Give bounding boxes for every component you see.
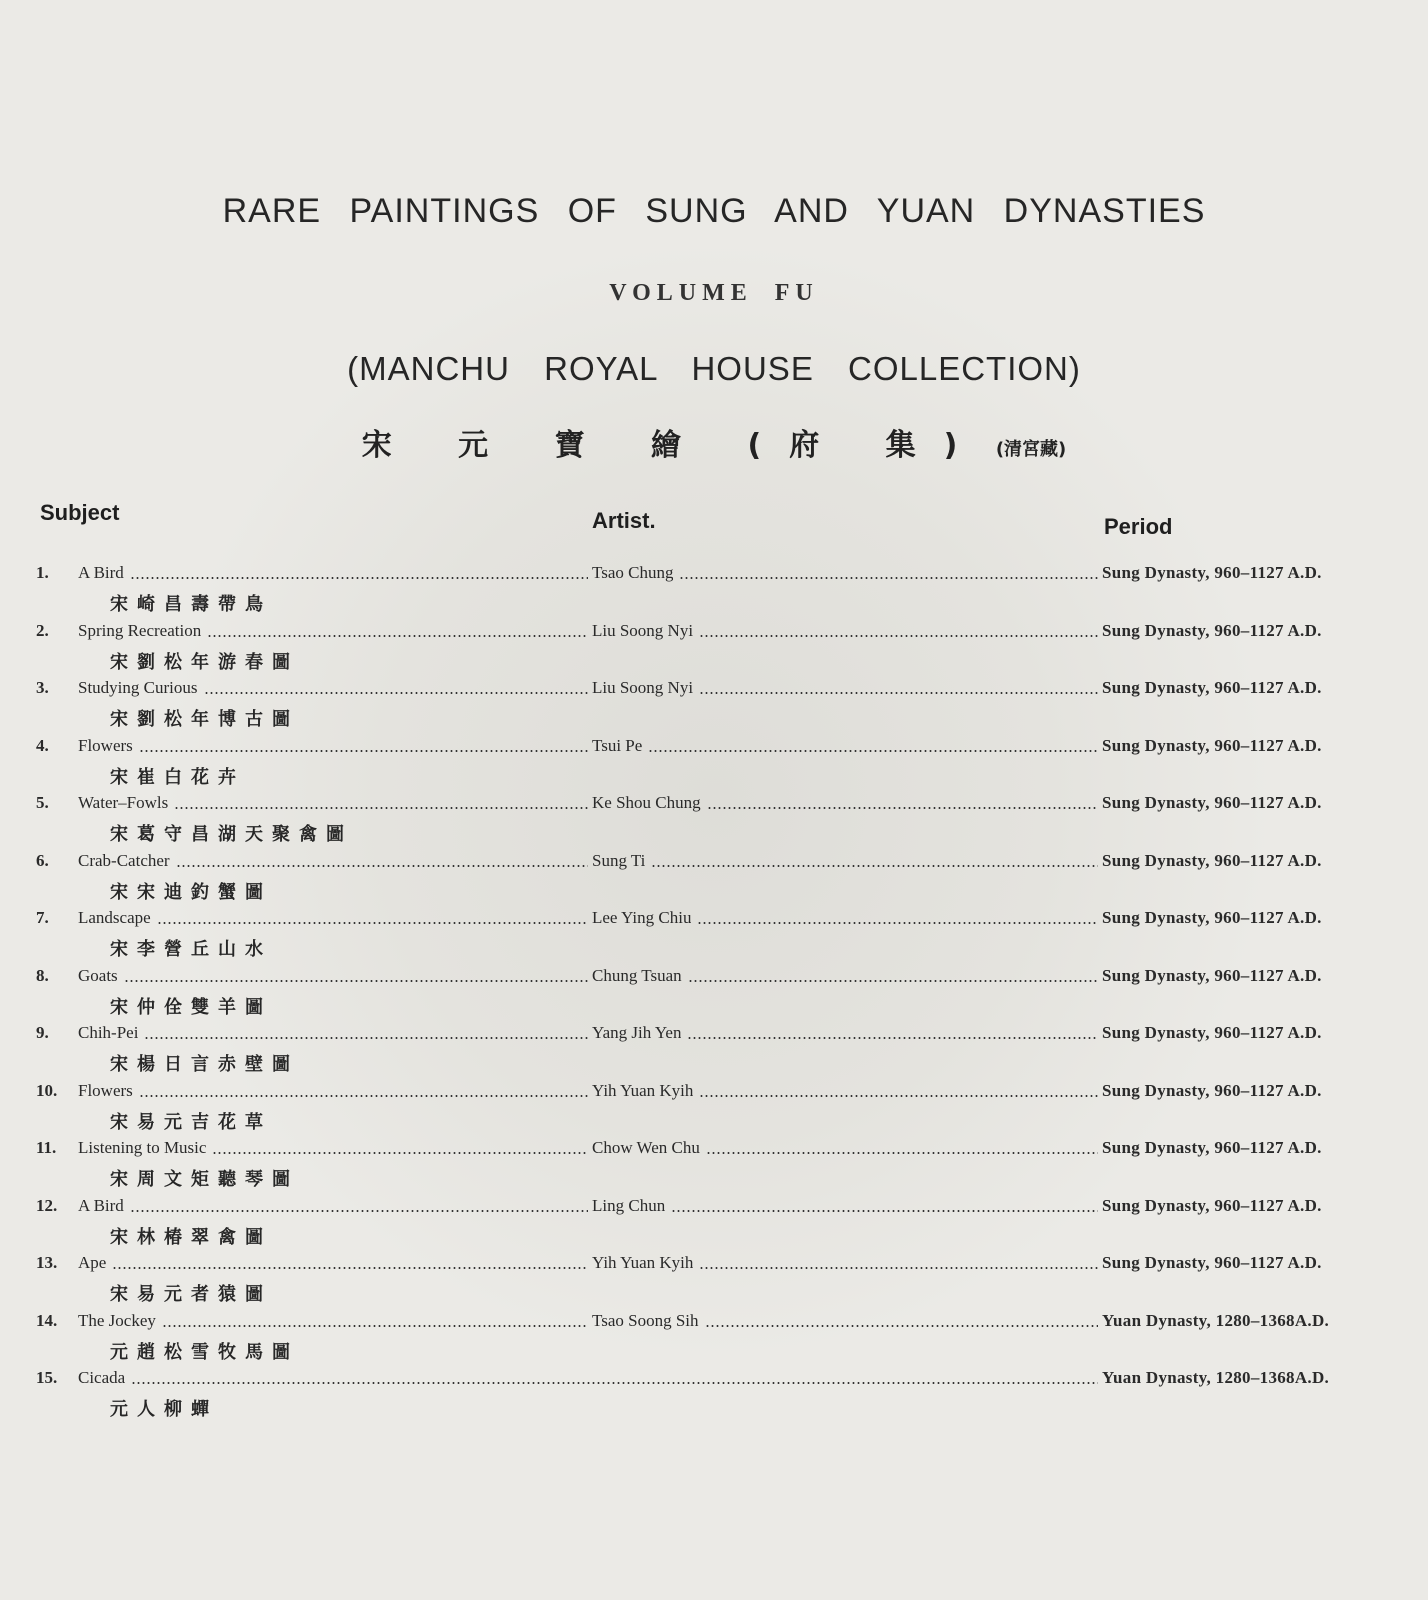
chinese-title-main: 宋 元 寶 繪 (府 集) [361, 428, 986, 463]
entry-subject: Listening to Music [78, 1138, 207, 1157]
leader-dots [176, 865, 588, 867]
leader-dots [707, 807, 1098, 809]
entry-chinese-title: 宋宋迪釣蟹圖 [110, 882, 272, 903]
entry-chinese-title: 宋劉松年博古圖 [110, 709, 299, 730]
entry-artist: Tsui Pe [592, 736, 643, 755]
entry-artist: Liu Soong Nyi [592, 678, 694, 697]
entry-chinese-title: 元人柳蟬 [110, 1399, 218, 1420]
entry-subject: A Bird [78, 1196, 124, 1215]
collection-label: (MANCHU ROYAL HOUSE COLLECTION) [347, 350, 1081, 387]
list-item [0, 618, 1428, 676]
entry-chinese-title: 元趙松雪牧馬圖 [110, 1342, 299, 1363]
entry-number: 4. [36, 736, 49, 755]
entry-period: Sung Dynasty, 960–1127 A.D. [1102, 1023, 1322, 1042]
entry-number: 1. [36, 563, 49, 582]
entry-number: 7. [36, 908, 49, 927]
leader-dots [679, 577, 1098, 579]
entry-period: Sung Dynasty, 960–1127 A.D. [1102, 563, 1322, 582]
entry-chinese-title: 宋李營丘山水 [110, 939, 272, 960]
leader-dots [699, 692, 1098, 694]
entry-number: 8. [36, 966, 49, 985]
leader-dots [212, 1152, 588, 1154]
column-header-artist: Artist. [592, 508, 656, 533]
entry-row [36, 1193, 1391, 1219]
entry-subject: Spring Recreation [78, 621, 202, 640]
entry-period: Sung Dynasty, 960–1127 A.D. [1102, 908, 1322, 927]
entry-subject: Flowers [78, 736, 133, 755]
leader-dots [112, 1267, 588, 1269]
entry-number: 11. [36, 1138, 57, 1157]
list-item [0, 1020, 1428, 1078]
list-item [0, 1250, 1428, 1308]
entry-chinese-title: 宋仲佺雙羊圖 [110, 997, 272, 1018]
volume-label: VOLUME FU [609, 280, 819, 306]
column-header-subject: Subject [40, 500, 120, 525]
entry-subject: Landscape [78, 908, 151, 927]
entry-number: 13. [36, 1253, 58, 1272]
leader-dots [651, 865, 1098, 867]
leader-dots [688, 980, 1098, 982]
list-item [0, 790, 1428, 848]
entry-period: Sung Dynasty, 960–1127 A.D. [1102, 1253, 1322, 1272]
entry-row [36, 848, 1391, 874]
leader-dots [207, 635, 588, 637]
entry-subject: Goats [78, 966, 118, 985]
entry-number: 10. [36, 1081, 58, 1100]
entry-chinese-title: 宋易元吉花草 [110, 1112, 272, 1133]
list-item [0, 905, 1428, 963]
entry-period: Sung Dynasty, 960–1127 A.D. [1102, 678, 1322, 697]
entry-artist: Chow Wen Chu [592, 1138, 700, 1157]
entry-row [36, 1135, 1391, 1161]
entry-number: 5. [36, 793, 49, 812]
entry-row [36, 618, 1391, 644]
entry-number: 2. [36, 621, 49, 640]
entry-number: 6. [36, 851, 49, 870]
entry-artist: Ling Chun [592, 1196, 666, 1215]
entry-period: Sung Dynasty, 960–1127 A.D. [1102, 621, 1322, 640]
entry-chinese-title: 宋劉松年游春圖 [110, 652, 299, 673]
entry-number: 9. [36, 1023, 49, 1042]
entry-number: 3. [36, 678, 49, 697]
leader-dots [130, 577, 588, 579]
list-item [0, 963, 1428, 1021]
entry-subject: The Jockey [78, 1311, 156, 1330]
entry-period: Sung Dynasty, 960–1127 A.D. [1102, 851, 1322, 870]
entry-period: Sung Dynasty, 960–1127 A.D. [1102, 966, 1322, 985]
entry-chinese-title: 宋崎昌壽帶鳥 [110, 594, 272, 615]
list-item [0, 1308, 1428, 1366]
leader-dots [124, 980, 588, 982]
entry-artist: Yih Yuan Kyih [592, 1081, 694, 1100]
entry-chinese-title: 宋周文矩聽琴圖 [110, 1169, 299, 1190]
entry-period: Yuan Dynasty, 1280–1368A.D. [1102, 1311, 1330, 1330]
entry-chinese-title: 宋楊日言赤壁圖 [110, 1054, 299, 1075]
entry-number: 12. [36, 1196, 58, 1215]
entry-row [36, 733, 1391, 759]
entry-subject: Water–Fowls [78, 793, 169, 812]
list-item [0, 1365, 1428, 1423]
leader-dots [671, 1210, 1098, 1212]
list-item [0, 733, 1428, 791]
list-item [0, 675, 1428, 733]
entry-artist: Lee Ying Chiu [592, 908, 692, 927]
list-item [0, 1078, 1428, 1136]
entry-artist: Liu Soong Nyi [592, 621, 694, 640]
entry-artist: Sung Ti [592, 851, 646, 870]
entry-chinese-title: 宋葛守昌湖天聚禽圖 [110, 824, 353, 845]
leader-dots [174, 807, 588, 809]
leader-dots [697, 922, 1098, 924]
entry-period: Sung Dynasty, 960–1127 A.D. [1102, 736, 1322, 755]
leader-dots [204, 692, 588, 694]
entry-period: Sung Dynasty, 960–1127 A.D. [1102, 1196, 1322, 1215]
leader-dots [139, 750, 588, 752]
entry-subject: Ape [78, 1253, 107, 1272]
list-item [0, 560, 1428, 618]
leader-dots [705, 1325, 1098, 1327]
column-header-period: Period [1104, 514, 1173, 539]
page-title: RARE PAINTINGS OF SUNG AND YUAN DYNASTIES [222, 192, 1206, 230]
entry-artist: Yih Yuan Kyih [592, 1253, 694, 1272]
entry-chinese-title: 宋易元者猿圖 [110, 1284, 272, 1305]
entry-number: 15. [36, 1368, 58, 1387]
entry-chinese-title: 宋崔白花卉 [110, 767, 245, 788]
entry-subject: A Bird [78, 563, 124, 582]
leader-dots [139, 1095, 588, 1097]
entry-row [36, 560, 1391, 586]
entry-period: Sung Dynasty, 960–1127 A.D. [1102, 1081, 1322, 1100]
entry-artist: Chung Tsuan [592, 966, 682, 985]
list-item [0, 848, 1428, 906]
entry-subject: Cicada [78, 1368, 126, 1387]
entry-subject: Flowers [78, 1081, 133, 1100]
entry-subject: Studying Curious [78, 678, 198, 697]
entry-artist: Ke Shou Chung [592, 793, 701, 812]
leader-dots [157, 922, 588, 924]
entry-subject: Chih-Pei [78, 1023, 139, 1042]
leader-dots [687, 1037, 1098, 1039]
leader-dots [648, 750, 1098, 752]
leader-dots [131, 1382, 1098, 1384]
entry-row [36, 963, 1391, 989]
entry-number: 14. [36, 1311, 58, 1330]
entry-artist: Tsao Chung [592, 563, 674, 582]
leader-dots [706, 1152, 1098, 1154]
leader-dots [144, 1037, 588, 1039]
chinese-title-sub: (清宮藏) [995, 439, 1067, 460]
entry-chinese-title: 宋林椿翠禽圖 [110, 1227, 272, 1248]
entry-row [36, 1365, 1391, 1391]
entry-row [36, 790, 1391, 816]
entry-row [36, 1078, 1391, 1104]
leader-dots [162, 1325, 588, 1327]
entry-row [36, 675, 1391, 701]
entry-subject: Crab-Catcher [78, 851, 170, 870]
leader-dots [699, 635, 1098, 637]
entry-period: Sung Dynasty, 960–1127 A.D. [1102, 793, 1322, 812]
entry-row [36, 1308, 1391, 1334]
list-item [0, 1193, 1428, 1251]
entry-artist: Tsao Soong Sih [592, 1311, 699, 1330]
entry-period: Sung Dynasty, 960–1127 A.D. [1102, 1138, 1322, 1157]
leader-dots [699, 1267, 1098, 1269]
entry-artist: Yang Jih Yen [592, 1023, 682, 1042]
entry-row [36, 1250, 1391, 1276]
entry-period: Yuan Dynasty, 1280–1368A.D. [1102, 1368, 1330, 1387]
leader-dots [699, 1095, 1098, 1097]
leader-dots [130, 1210, 588, 1212]
list-item [0, 1135, 1428, 1193]
entry-row [36, 1020, 1391, 1046]
entry-row [36, 905, 1391, 931]
